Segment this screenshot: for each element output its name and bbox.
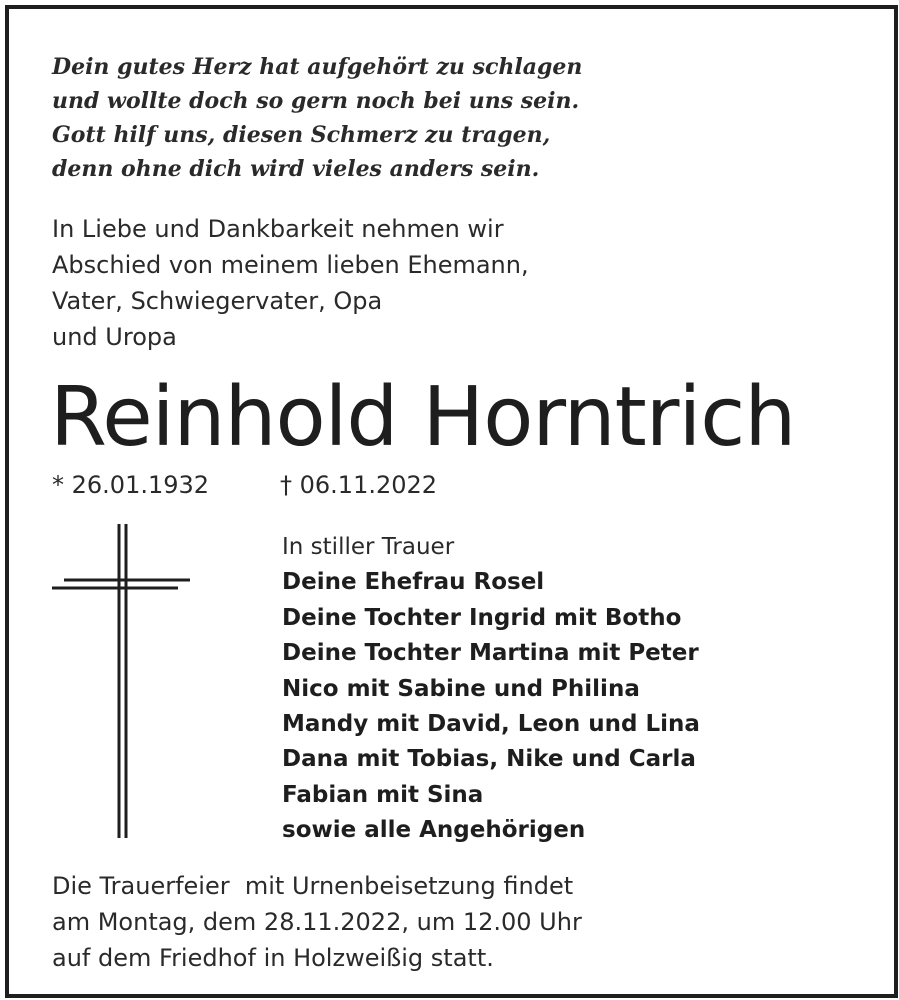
mourners-list bbox=[282, 530, 700, 849]
deceased-name: Reinhold Horntrich bbox=[50, 370, 796, 465]
mourner-name: Mandy mit David, Leon und Lina bbox=[282, 711, 700, 738]
ceremony-info bbox=[52, 868, 582, 976]
mourner-name: Nico mit Sabine und Philina bbox=[282, 675, 640, 702]
mourner-name: sowie alle Angehörigen bbox=[282, 817, 586, 844]
birth-date: * 26.01.1932 bbox=[52, 471, 210, 499]
cross-icon bbox=[50, 522, 192, 840]
mourners-lead: In stiller Trauer bbox=[282, 534, 455, 560]
poem-line: denn ohne dich wird vieles anders sein. bbox=[52, 156, 540, 182]
ceremony-line: am Montag, dem 28.11.2022, um 12.00 Uhr bbox=[52, 908, 582, 936]
mourner-name: Fabian mit Sina bbox=[282, 781, 484, 808]
death-date: † 06.11.2022 bbox=[280, 471, 438, 499]
mourner-name: Deine Tochter Ingrid mit Botho bbox=[282, 604, 682, 631]
poem-verse bbox=[52, 50, 582, 186]
ceremony-line: auf dem Friedhof in Holzweißig statt. bbox=[52, 944, 494, 972]
intro-text bbox=[52, 211, 529, 355]
poem-line: Gott hilf uns, diesen Schmerz zu tragen, bbox=[52, 122, 551, 148]
poem-line: und wollte doch so gern noch bei uns sein. bbox=[52, 88, 580, 114]
intro-line: Vater, Schwiegervater, Opa bbox=[52, 287, 383, 315]
ceremony-line: Die Trauerfeier mit Urnenbeisetzung findet bbox=[52, 872, 574, 900]
mourner-name: Dana mit Tobias, Nike und Carla bbox=[282, 746, 696, 773]
intro-line: Abschied von meinem lieben Ehemann, bbox=[52, 251, 529, 279]
intro-line: In Liebe und Dankbarkeit nehmen wir bbox=[52, 215, 504, 243]
poem-line: Dein gutes Herz hat aufgehört zu schlagen bbox=[52, 54, 583, 80]
mourner-name: Deine Ehefrau Rosel bbox=[282, 569, 545, 596]
mourner-name: Deine Tochter Martina mit Peter bbox=[282, 640, 699, 667]
intro-line: und Uropa bbox=[52, 323, 177, 351]
